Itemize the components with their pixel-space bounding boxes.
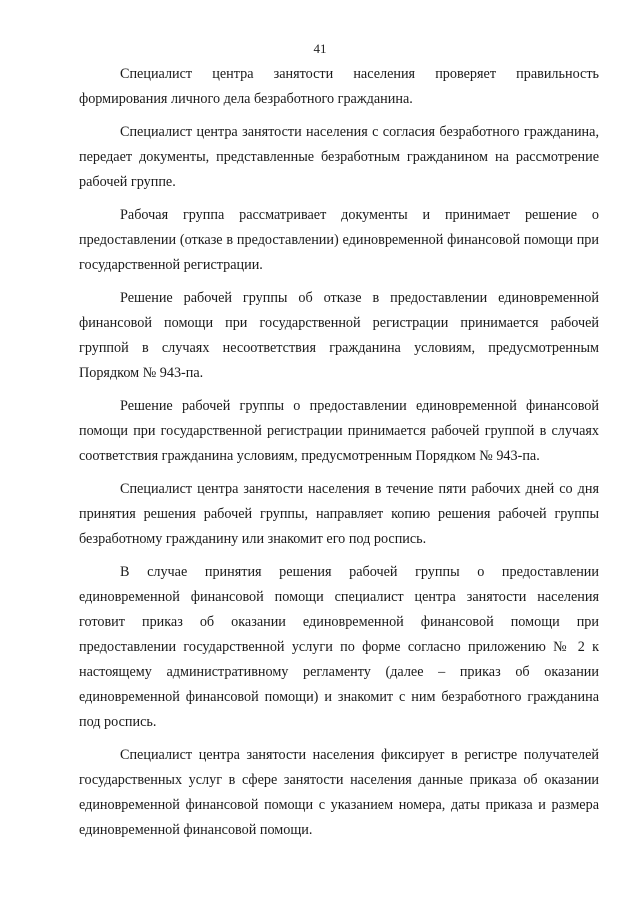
document-body (79, 62, 599, 851)
page-number: 41 (313, 41, 327, 56)
paragraph: Специалист центра занятости населения фиксирует в регистре получателей государственных услуг в сфере занятости населения данные приказа об оказании единовременной финансовой помощи с указанием номера, даты приказа и размера единовременной финансовой помощи. (79, 747, 599, 838)
paragraph: Специалист центра занятости населения проверяет правильность формирования личного дела безработного гражданина. (79, 66, 599, 107)
paragraph: Решение рабочей группы о предоставлении единовременной финансовой помощи при государственной регистрации принимается рабочей группой в случаях соответствия гражданина условиям, предусмотренным Порядком № 943-па. (79, 398, 599, 464)
paragraph: В случае принятия решения рабочей группы о предоставлении единовременной финансовой помощи специалист центра занятости населения готовит приказ об оказании единовременной финансовой помощи при предоставлении государственной услуги по форме согласно приложению № 2 к настоящему административному регламенту (далее – приказ об оказании единовременной финансовой помощи) и знакомит с ним безработного гражданина под роспись. (79, 564, 599, 730)
paragraph: Решение рабочей группы об отказе в предоставлении единовременной финансовой помощи при государственной регистрации принимается рабочей группой в случаях несоответствия гражданина условиям, предусмотренным Порядком № 943-па. (79, 290, 599, 381)
paragraph: Специалист центра занятости населения с согласия безработного гражданина, передает документы, представленные безработным гражданином на рассмотрение рабочей группе. (79, 124, 599, 190)
paragraph: Рабочая группа рассматривает документы и принимает решение о предоставлении (отказе в предоставлении) единовременной финансовой помощи при государственной регистрации. (79, 207, 599, 273)
paragraph: Специалист центра занятости населения в течение пяти рабочих дней со дня принятия решения рабочей группы, направляет копию решения рабочей группы безработному гражданину или знакомит его под роспись. (79, 481, 599, 547)
